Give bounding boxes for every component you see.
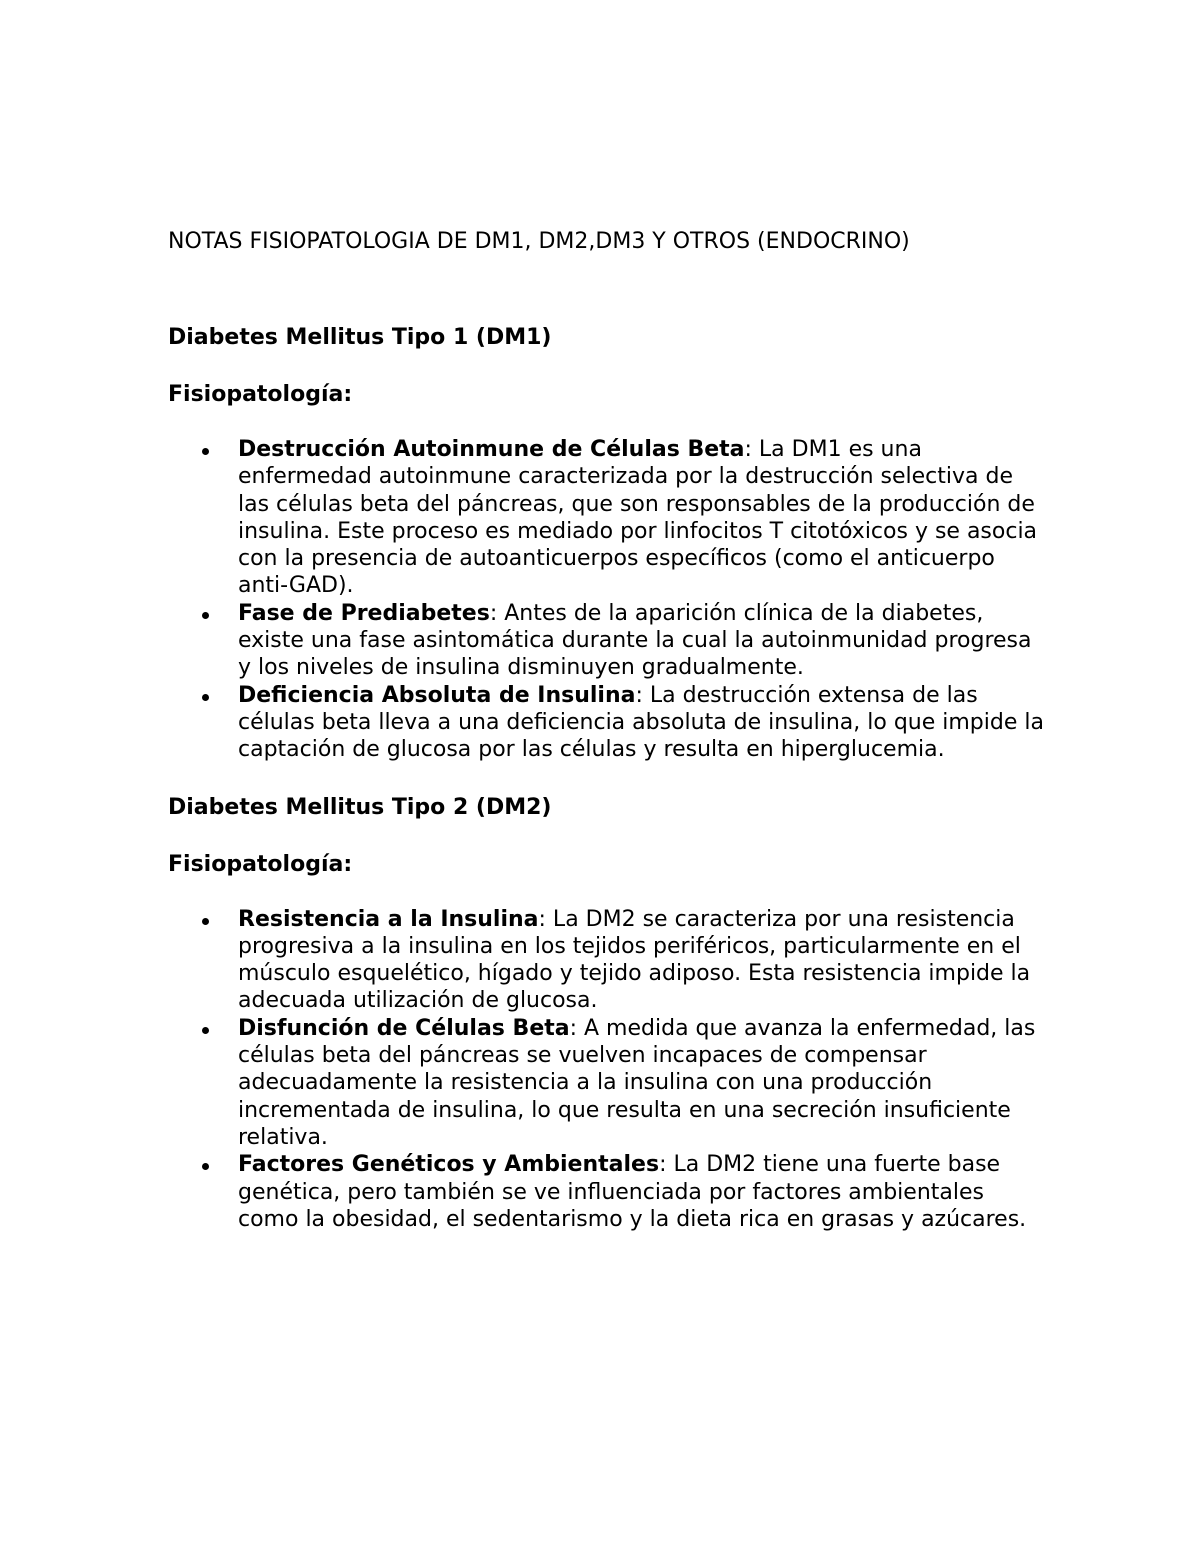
bullet-icon — [202, 612, 209, 619]
list-item-text: : La DM2 tiene una fuerte base genética, pero también se ve influenciada por factores ambientales como la obesidad, el sedentarismo y la dieta rica en grasas y azúcares. — [238, 1152, 1027, 1232]
bullet-list — [168, 906, 1048, 1234]
list-item-term: Fase de Prediabetes — [238, 600, 490, 626]
bullet-list — [168, 436, 1048, 764]
bullet-icon — [202, 1027, 209, 1034]
list-item-text: : La destrucción extensa de las células beta lleva a una deficiencia absoluta de insulina, lo que impide la captación de glucosa por las células y resulta en hiperglucemia. — [238, 682, 1044, 763]
list-item-term: Destrucción Autoinmune de Células Beta — [238, 437, 745, 462]
section-dm1 — [168, 324, 1048, 764]
list-item-term: Disfunción de Células Beta — [238, 1015, 570, 1041]
document-page — [168, 228, 1048, 1233]
list-item — [168, 436, 1048, 600]
list-item-text: : La DM1 es una enfermedad autoinmune caracterizada por la destrucción selectiva de las células beta del páncreas, que son responsables de la producción de insulina. Este proceso es mediado por linfocitos T citotóxicos y se asocia con la presencia de autoanticuerpos específicos (como el anticuerpo anti-GAD). — [238, 437, 1038, 599]
list-item-text: : Antes de la aparición clínica de la diabetes, existe una fase asintomática durante la cual la autoinmunidad progresa y los niveles de insulina disminuyen gradualmente. — [238, 600, 1032, 681]
list-item-term: Deficiencia Absoluta de Insulina — [238, 682, 636, 708]
list-item — [168, 600, 1048, 682]
section-heading: Diabetes Mellitus Tipo 1 (DM1) — [168, 325, 552, 350]
bullet-icon — [202, 448, 209, 455]
list-item — [168, 1015, 1048, 1151]
list-item-text: : La DM2 se caracteriza por una resistencia progresiva a la insulina en los tejidos periféricos, particularmente en el músculo esquelético, hígado y tejido adiposo. Esta resistencia impide la adecuada utilización de glucosa. — [238, 906, 1031, 1014]
section-subheading: Fisiopatología: — [168, 851, 353, 877]
list-item — [168, 682, 1048, 764]
list-item-text: : A medida que avanza la enfermedad, las células beta del páncreas se vuelven incapaces de compensar adecuadamente la resistencia a la insulina con una producción incrementada de insulina, lo que resulta en una secreción insuficiente relativa. — [238, 1015, 1036, 1150]
section-subheading: Fisiopatología: — [168, 382, 353, 407]
document-title: NOTAS FISIOPATOLOGIA DE DM1, DM2,DM3 Y OTROS (ENDOCRINO) — [168, 229, 910, 254]
bullet-icon — [202, 1163, 209, 1170]
section-dm2 — [168, 794, 1048, 1234]
list-item-term: Resistencia a la Insulina — [238, 906, 539, 932]
list-item — [168, 1151, 1048, 1233]
list-item-term: Factores Genéticos y Ambientales — [238, 1152, 660, 1178]
bullet-icon — [202, 918, 209, 925]
bullet-icon — [202, 694, 209, 701]
list-item — [168, 906, 1048, 1015]
section-heading: Diabetes Mellitus Tipo 2 (DM2) — [168, 794, 552, 820]
